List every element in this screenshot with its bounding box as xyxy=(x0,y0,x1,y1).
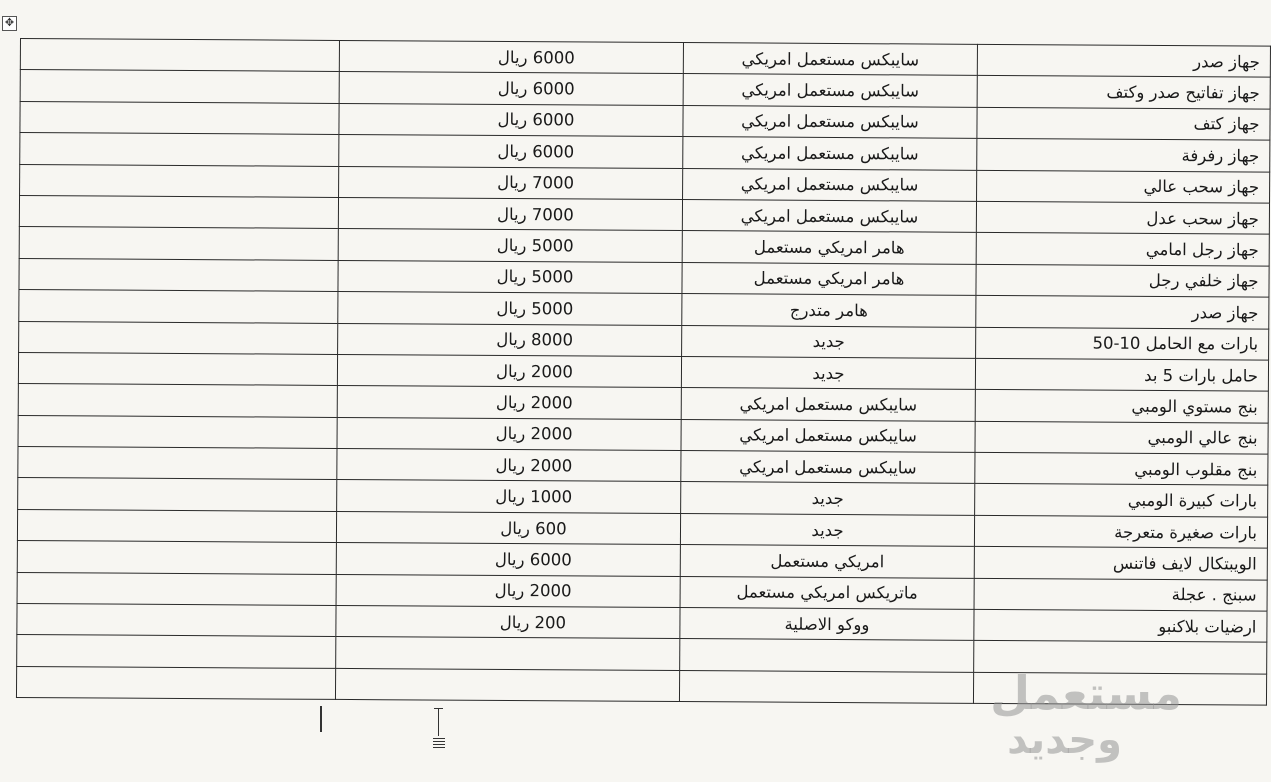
cell-item[interactable]: ارضيات بلاكنبو xyxy=(974,609,1267,642)
table-move-handle-icon[interactable]: ✥ xyxy=(2,16,17,31)
cell-item[interactable]: بارات كبيرة الومبي xyxy=(975,484,1268,517)
cell-condition[interactable]: سايبكس مستعمل امريكي xyxy=(683,137,977,170)
cell-condition[interactable] xyxy=(679,670,973,703)
cell-condition[interactable]: ماتريكس امريكي مستعمل xyxy=(680,576,974,609)
cell-empty[interactable] xyxy=(16,666,335,699)
cell-empty[interactable] xyxy=(17,509,336,542)
cell-empty[interactable] xyxy=(17,635,336,668)
cell-condition[interactable]: جديد xyxy=(681,356,975,389)
cell-condition[interactable]: ووكو الاصلية xyxy=(680,608,974,641)
cell-condition[interactable]: سايبكس مستعمل امريكي xyxy=(683,105,977,138)
cell-empty[interactable] xyxy=(17,604,336,637)
cell-price[interactable] xyxy=(336,637,680,670)
cell-item[interactable]: الويبتكال لايف فاتنس xyxy=(974,547,1267,580)
cell-empty[interactable] xyxy=(18,352,337,385)
cell-item[interactable]: جهاز صدر xyxy=(976,295,1269,328)
cell-empty[interactable] xyxy=(19,227,338,260)
cell-item[interactable]: بارات مع الحامل 10-50 xyxy=(976,327,1269,360)
cell-empty[interactable] xyxy=(17,572,336,605)
cell-item[interactable]: بنج مستوي الومبي xyxy=(975,390,1268,423)
cell-empty[interactable] xyxy=(19,195,338,228)
cell-empty[interactable] xyxy=(17,541,336,574)
cell-price[interactable]: 2000 ريال xyxy=(337,417,681,450)
cell-empty[interactable] xyxy=(20,133,339,166)
cell-price[interactable]: 5000 ريال xyxy=(338,229,682,262)
price-table xyxy=(16,38,1271,706)
watermark-line1: مستعمل xyxy=(990,666,1182,720)
cell-item[interactable]: جهاز رجل امامي xyxy=(976,233,1269,266)
cell-item[interactable]: بنج مقلوب الومبي xyxy=(975,452,1268,485)
cell-price[interactable]: 600 ريال xyxy=(336,511,680,544)
cell-condition[interactable]: جديد xyxy=(682,325,976,358)
cell-condition[interactable]: سايبكس مستعمل امريكي xyxy=(682,200,976,233)
cell-condition[interactable]: جديد xyxy=(681,482,975,515)
cell-condition[interactable]: سايبكس مستعمل امريكي xyxy=(683,74,977,107)
cell-condition[interactable]: هامر متدرج xyxy=(682,294,976,327)
cell-price[interactable]: 6000 ريال xyxy=(339,103,683,136)
cell-empty[interactable] xyxy=(20,164,339,197)
cell-item[interactable]: بنج عالي الومبي xyxy=(975,421,1268,454)
cell-condition[interactable]: هامر امريكي مستعمل xyxy=(682,231,976,264)
cell-item[interactable]: جهاز رفرفة xyxy=(977,139,1270,172)
cell-condition[interactable]: سايبكس مستعمل امريكي xyxy=(683,168,977,201)
cell-condition[interactable] xyxy=(680,639,974,672)
cell-empty[interactable] xyxy=(20,39,339,72)
cell-price[interactable]: 7000 ريال xyxy=(338,197,682,230)
cell-price[interactable]: 2000 ريال xyxy=(337,449,681,482)
ibeam-cursor-icon xyxy=(433,708,445,754)
cell-condition[interactable]: امريكي مستعمل xyxy=(680,545,974,578)
cell-condition[interactable]: سايبكس مستعمل امريكي xyxy=(681,419,975,452)
cell-empty[interactable] xyxy=(19,321,338,354)
cell-item[interactable]: جهاز سحب عالي xyxy=(977,170,1270,203)
cell-empty[interactable] xyxy=(18,447,337,480)
cell-item[interactable]: حامل بارات 5 بد xyxy=(975,358,1268,391)
cell-price[interactable]: 2000 ريال xyxy=(336,574,680,607)
cell-price[interactable]: 6000 ريال xyxy=(339,135,683,168)
cell-empty[interactable] xyxy=(20,70,339,103)
cell-empty[interactable] xyxy=(20,101,339,134)
cell-item[interactable]: جهاز صدر xyxy=(977,44,1270,77)
cell-price[interactable]: 200 ريال xyxy=(336,605,680,638)
cell-empty[interactable] xyxy=(18,415,337,448)
cell-price[interactable]: 1000 ريال xyxy=(337,480,681,513)
cell-price[interactable] xyxy=(335,668,679,701)
cell-condition[interactable]: سايبكس مستعمل امريكي xyxy=(681,388,975,421)
cell-condition[interactable]: سايبكس مستعمل امريكي xyxy=(683,43,977,76)
cell-empty[interactable] xyxy=(19,290,338,323)
watermark-logo xyxy=(942,668,1182,768)
cell-condition[interactable]: جديد xyxy=(680,513,974,546)
cell-item[interactable]: بارات صغيرة متعرجة xyxy=(974,515,1267,548)
cell-item[interactable]: جهاز تفاتيح صدر وكتف xyxy=(977,76,1270,109)
cell-price[interactable]: 8000 ريال xyxy=(338,323,682,356)
cell-price[interactable]: 2000 ريال xyxy=(337,354,681,387)
cell-item[interactable]: جهاز خلفي رجل xyxy=(976,264,1269,297)
cell-item[interactable]: جهاز سحب عدل xyxy=(976,201,1269,234)
cell-price[interactable]: 6000 ريال xyxy=(339,40,683,73)
cell-price[interactable]: 6000 ريال xyxy=(336,543,680,576)
cell-item[interactable]: سبنج . عجلة xyxy=(974,578,1267,611)
cell-price[interactable]: 7000 ريال xyxy=(339,166,683,199)
cell-empty[interactable] xyxy=(18,478,337,511)
text-caret xyxy=(320,706,322,732)
cell-price[interactable]: 2000 ريال xyxy=(337,386,681,419)
cell-price[interactable]: 5000 ريال xyxy=(338,260,682,293)
cell-empty[interactable] xyxy=(19,258,338,291)
cell-condition[interactable]: سايبكس مستعمل امريكي xyxy=(681,451,975,484)
cell-price[interactable]: 6000 ريال xyxy=(339,72,683,105)
cell-empty[interactable] xyxy=(18,384,337,417)
cell-item[interactable]: جهاز كتف xyxy=(977,107,1270,140)
watermark-line2: وجديد xyxy=(1007,717,1122,763)
cell-condition[interactable]: هامر امريكي مستعمل xyxy=(682,262,976,295)
cell-price[interactable]: 5000 ريال xyxy=(338,292,682,325)
